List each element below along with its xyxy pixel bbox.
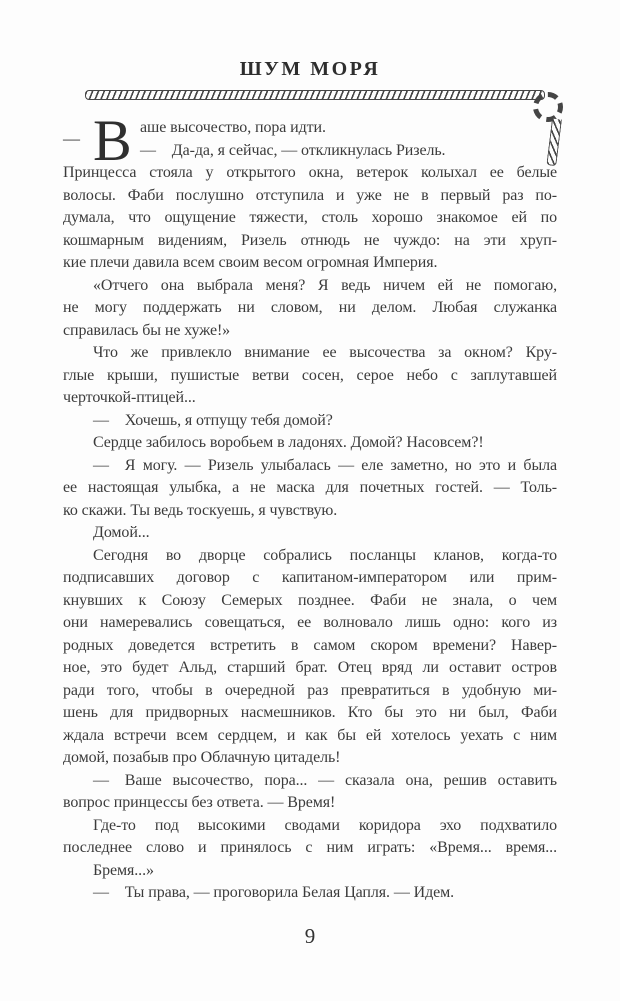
text-line: «Отчего она выбрала меня? Я ведь ничем ей не помогаю, (93, 276, 557, 294)
text-line: шень для придворных насмешников. Кто бы это ни был, Фаби (63, 704, 557, 721)
text-line: — Ты права, — проговорила Белая Цапля. — Идем. (93, 884, 455, 901)
page-title: ШУМ МОРЯ (239, 58, 381, 80)
rope-divider-icon (85, 90, 545, 100)
text-line: подписавших договор с капитаном-императором или прим- (63, 569, 557, 586)
text-line: Где-то под высокими сводами коридора эхо подхватило (93, 816, 557, 834)
text-line: вопрос принцессы без ответа. — Время! (63, 794, 336, 811)
dialogue-dash: — (63, 129, 80, 149)
text-line: кошмарным видениям, Ризель отнюдь не чуждо: на эти хруп- (63, 231, 557, 249)
text-line: думала, что ощущение тяжести, столь хорошо знакомое ей по (63, 209, 557, 226)
text-line: ко скажи. Ты ведь тоскуешь, я чувствую. (63, 501, 338, 519)
text-line: ждала встречи всем сердцем, и как бы ей хотелось уехать с ним (63, 726, 557, 744)
text-line: — Хочешь, я отпущу тебя домой? (93, 411, 333, 429)
text-line: ради того, чтобы в очередной раз превратиться в удобную ми- (63, 681, 557, 699)
text-line: Принцесса стояла у открытого окна, ветерок колыхал ее белые (63, 164, 557, 181)
text-line: ее настоящая улыбка, а не маска для почетных гостей. — Толь- (63, 479, 557, 496)
text-line: кие плечи давила всем своим весом огромная Империя. (63, 254, 438, 271)
text-line: домой, позабыв про Облачную цитадель! (63, 749, 341, 766)
text-line: — Да-да, я сейчас, — откликнулась Ризель. (140, 141, 446, 159)
text-line: ное, это будет Альд, старший брат. Отец вряд ли оставит остров (63, 659, 557, 676)
dropcap (63, 107, 140, 173)
paragraphs (63, 162, 557, 905)
text-line: — Ваше высочество, пора... — сказала она, решив оставить (93, 771, 557, 789)
text-line: не могу поддержать ни словом, ни делом. Любая служанка (63, 299, 557, 316)
text-line: — Я могу. — Ризель улыбалась — еле заметно, но это и была (93, 456, 557, 474)
text-line: глые крыши, пушистые ветви сосен, серое небо с заплутавшей (63, 366, 557, 384)
text-line: справилась бы не хуже!» (63, 321, 231, 339)
text-line: черточкой-птицей... (63, 389, 196, 406)
text-line: родных доведется встретить в самом скором времени? Навер- (63, 636, 557, 654)
text-line: Сегодня во дворце собрались посланцы кланов, когда-то (93, 546, 557, 564)
text-line: Домой... (93, 524, 150, 541)
text-line: волосы. Фаби послушно отступила и уже не в первый раз по- (63, 186, 557, 204)
text-line: Бремя...» (93, 861, 154, 879)
text-line: последнее слово и принялось с ним играть: «Время... время... (63, 839, 557, 856)
text-line: Что же привлекло внимание ее высочества за окном? Кру- (93, 344, 557, 361)
body-text (63, 107, 557, 905)
text-line: аше высочество, пора идти. (140, 119, 326, 136)
dropcap-letter: В (93, 107, 132, 173)
page-number: 9 (304, 924, 316, 948)
text-line: Сердце забилось воробьем в ладонях. Домой? Насовсем?! (93, 434, 484, 451)
text-line: они намеревались совещаться, ее волновало лишь одно: кого из (63, 614, 557, 631)
text-line: кнувших к Союзу Семерых позднее. Фаби не знала, о чем (63, 591, 557, 609)
